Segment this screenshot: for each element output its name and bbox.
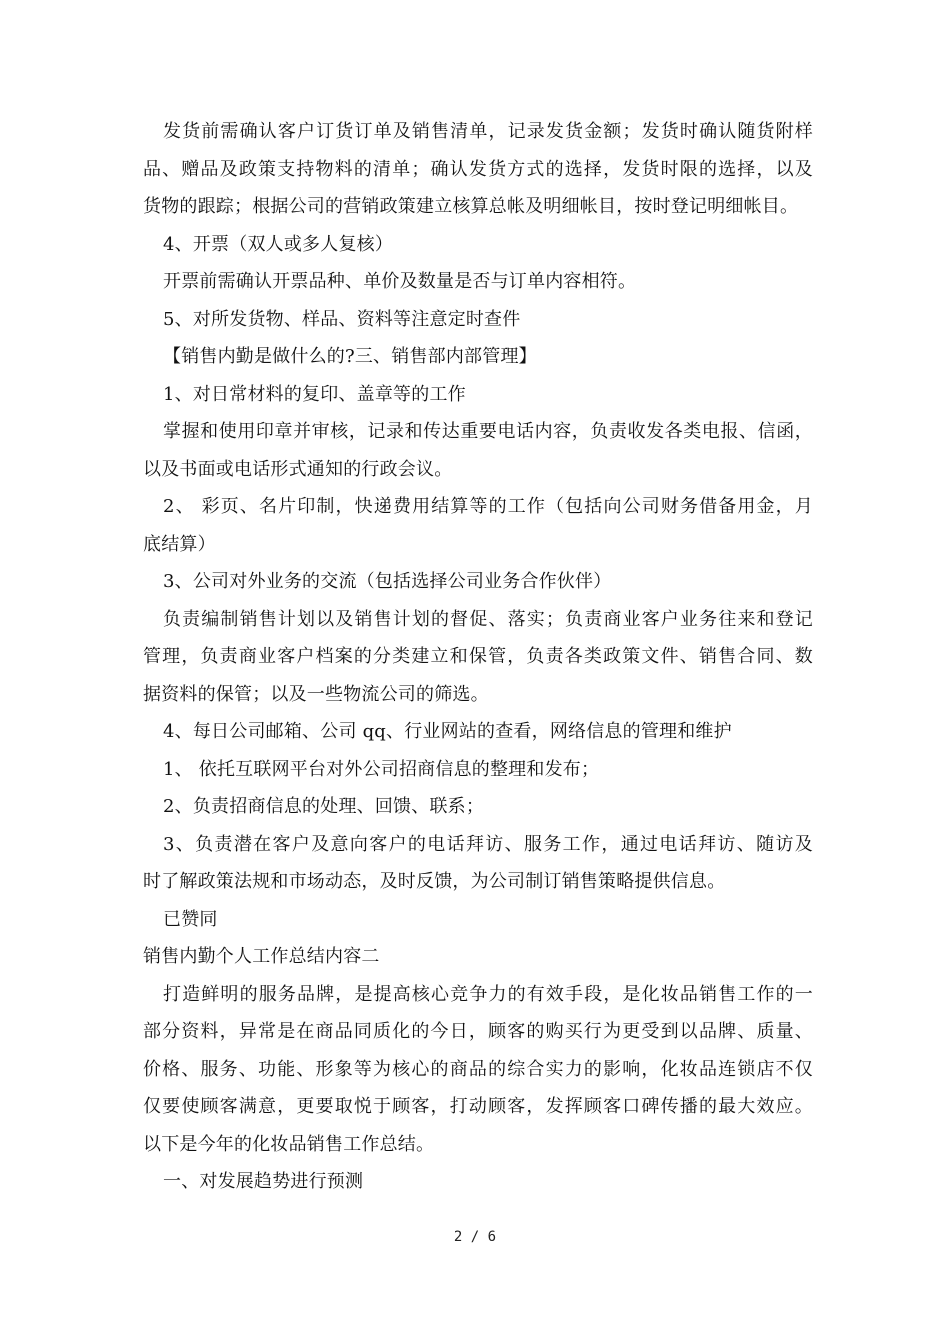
text-line: 价格、服务、功能、形象等为核心的商品的综合实力的影响，化妆品连锁店不仅 — [143, 1058, 813, 1080]
text-line: 部分资料，异常是在商品同质化的今日，顾客的购买行为更受到以品牌、质量、 — [143, 1021, 813, 1042]
text-line: 【销售内勤是做什么的?三、销售部内部管理】 — [163, 346, 537, 367]
text-line: 一、对发展趋势进行预测 — [163, 1171, 364, 1192]
text-line: 掌握和使用印章并审核，记录和传达重要电话内容，负责收发各类电报、信函， — [163, 421, 813, 442]
text-line: 1、对日常材料的复印、盖章等的工作 — [163, 383, 466, 405]
text-line: 4、开票（双人或多人复核） — [163, 233, 394, 255]
text-line: 已赞同 — [163, 908, 218, 930]
text-line: 1、 依托互联网平台对外公司招商信息的整理和发布； — [163, 758, 600, 780]
page-number: 2 / 6 — [453, 1229, 497, 1245]
document-body — [143, 113, 813, 1201]
text-line: 2、负责招商信息的处理、回馈、联系； — [163, 796, 485, 817]
text-line: 管理，负责商业客户档案的分类建立和保管，负责各类政策文件、销售合同、数 — [143, 646, 813, 667]
text-line: 货物的跟踪；根据公司的营销政策建立核算总帐及明细帐目，按时登记明细帐目。 — [143, 196, 799, 217]
text-line: 2、 彩页、名片印制，快递费用结算等的工作（包括向公司财务借备用金，月 — [163, 496, 813, 517]
text-line: 以下是今年的化妆品销售工作总结。 — [143, 1133, 435, 1155]
text-line: 底结算） — [143, 533, 216, 555]
text-line: 销售内勤个人工作总结内容二 — [143, 946, 380, 967]
text-line: 发货前需确认客户订货订单及销售清单，记录发货金额；发货时确认随货附样 — [163, 121, 813, 142]
text-line: 仅要使顾客满意，更要取悦于顾客，打动顾客，发挥顾客口碑传播的最大效应。 — [143, 1096, 813, 1117]
text-line: 3、负责潜在客户及意向客户的电话拜访、服务工作，通过电话拜访、随访及 — [163, 833, 813, 855]
text-line: 以及书面或电话形式通知的行政会议。 — [143, 458, 453, 480]
text-line: 据资料的保管；以及一些物流公司的筛选。 — [143, 683, 489, 705]
text-line: 打造鲜明的服务品牌，是提高核心竞争力的有效手段，是化妆品销售工作的一 — [163, 983, 813, 1005]
text-line: 时了解政策法规和市场动态，及时反馈，为公司制订销售策略提供信息。 — [143, 871, 726, 892]
text-line: 5、对所发货物、样品、资料等注意定时查件 — [163, 308, 521, 330]
text-line: 负责编制销售计划以及销售计划的督促、落实；负责商业客户业务往来和登记 — [163, 608, 813, 630]
text-line: 4、每日公司邮箱、公司 qq、行业网站的查看，网络信息的管理和维护 — [163, 721, 732, 742]
text-line: 3、公司对外业务的交流（包括选择公司业务合作伙伴） — [163, 571, 612, 592]
text-line: 品、赠品及政策支持物料的清单；确认发货方式的选择，发货时限的选择，以及 — [143, 158, 813, 180]
text-line: 开票前需确认开票品种、单价及数量是否与订单内容相符。 — [163, 271, 637, 292]
